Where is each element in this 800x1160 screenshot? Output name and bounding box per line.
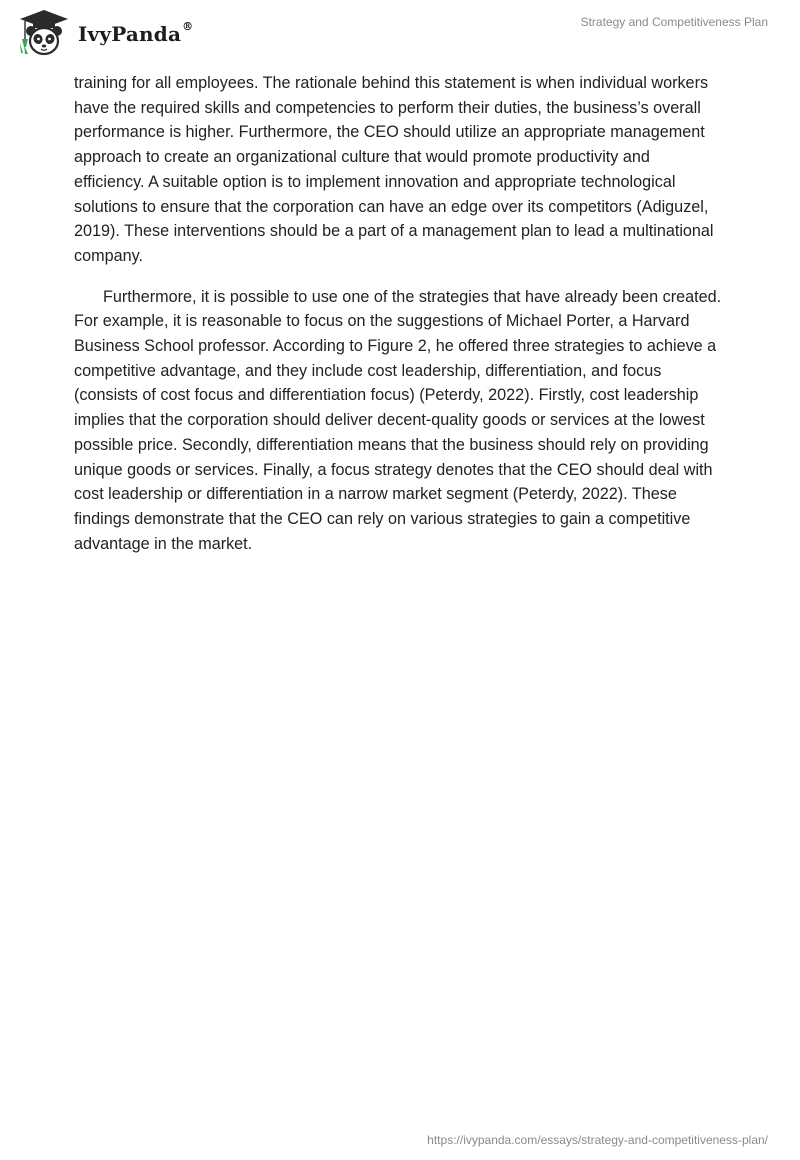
paragraph-1: training for all employees. The rationale behind this statement is when individual workers have the required skills and competencies to perform their duties, the business’s overall performance is higher. Furthermore, the CEO should utilize an appropriate management approach to create an organizational culture that would promote productivity and efficiency. A suitable option is to implement innovation and appropriate technological solutions to ensure that the corporation can have an edge over its competitors (Adiguzel, 2019). These interventions should be a part of a management plan to lead a multinational company.: [74, 74, 714, 265]
essay-body: [74, 71, 724, 572]
panda-graduation-cap-logo-icon: [14, 9, 74, 57]
footer-source-url[interactable]: https://ivypanda.com/essays/strategy-and-competitiveness-plan/: [427, 1133, 768, 1147]
paragraph-2: Furthermore, it is possible to use one of the strategies that have already been created. For example, it is reasonable to focus on the suggestions of Michael Porter, a Harvard Business School professor. According to Figure 2, he offered three strategies to achieve a competitive advantage, and they include cost leadership, differentiation, and focus (consists of cost focus and differentiation focus) (Peterdy, 2022). Firstly, cost leadership implies that the corporation should deliver decent-quality goods or services at the lowest possible price. Secondly, differentiation means that the business should rely on providing unique goods or services. Finally, a focus strategy denotes that the CEO should deal with cost leadership or differentiation in a narrow market segment (Peterdy, 2022). These findings demonstrate that the CEO can rely on various strategies to gain a competitive advantage in the market.: [74, 287, 722, 553]
ivypanda-logo[interactable]: [14, 9, 193, 57]
brand-name: IvyPanda®: [78, 20, 194, 46]
document-title: Strategy and Competitiveness Plan: [580, 15, 768, 29]
page-header: [0, 0, 800, 70]
registered-mark: ®: [182, 20, 194, 34]
